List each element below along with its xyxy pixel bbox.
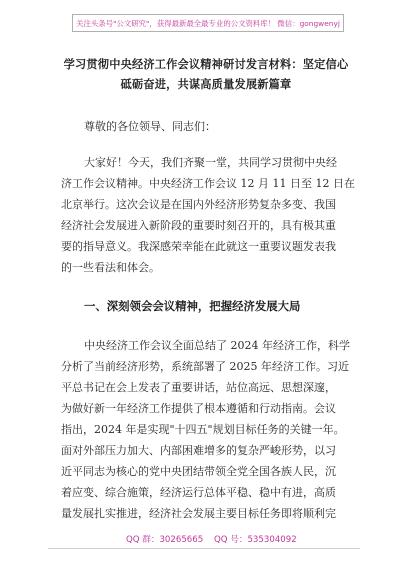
section-1-line-1: 中央经济工作会议全面总结了 2024 年经济工作，科学 [84,339,350,352]
salutation: 尊敬的各位领导、同志们： [84,120,216,133]
document-title-line-2: 砥砺奋进，共谋高质量发展新篇章 [120,78,292,91]
section-1-line-3: 平总书记在会上发表了重要讲话，站位高远、思想深邃， [61,381,336,394]
footer-divider [48,548,360,549]
intro-line-3: 北京举行。这次会议是在国内外经济形势复杂多变、我国 [61,198,336,211]
section-1-line-4: 为做好新一年经济工作提供了根本遵循和行动指南。会议 [61,402,336,415]
intro-line-2: 济工作会议精神。中央经济工作会议 12 月 11 日至 12 日在 [61,177,355,190]
section-1-line-8: 着应变、综合施策，经济运行总体平稳、稳中有进，高质 [61,486,336,499]
intro-line-6: 的一些看法和体会。 [61,261,160,274]
intro-line-5: 要的指导意义。我深感荣幸能在此就这一重要议题发表我 [61,240,336,253]
section-1-line-9: 量发展扎实推进，经济社会发展主要目标任务即将顺利完 [61,507,336,520]
intro-line-4: 经济社会发展进入新阶段的重要时刻召开的，具有极其重 [61,219,336,232]
section-1-line-5: 指出，2024 年是实现"十四五"规划目标任务的关键一年。 [61,423,345,436]
footer-qq-group: QQ 群：30265665 [126,535,204,545]
footer-qq-number: QQ 号：535304092 [214,535,297,545]
section-1-line-7: 近平同志为核心的党中央团结带领全党全国各族人民，沉 [61,465,336,478]
header-banner-text: 关注头条号"公文研究"，获得最新最全最专业的公文资料库！ 微信：gongwenyj [76,19,340,28]
section-1-line-2: 分析了当前经济形势，系统部署了 2025 年经济工作。习近 [61,360,349,373]
intro-line-1: 大家好！今天，我们齐聚一堂，共同学习贯彻中央经 [84,156,337,169]
document-title-line-1: 学习贯彻中央经济工作会议精神研讨发言材料：坚定信心 [63,58,349,71]
section-1-line-6: 面对外部压力加大、内部困难增多的复杂严峻形势，以习 [61,444,336,457]
section-1-heading: 一、深刻领会会议精神，把握经济发展大局 [84,299,301,313]
header-banner [72,14,344,32]
